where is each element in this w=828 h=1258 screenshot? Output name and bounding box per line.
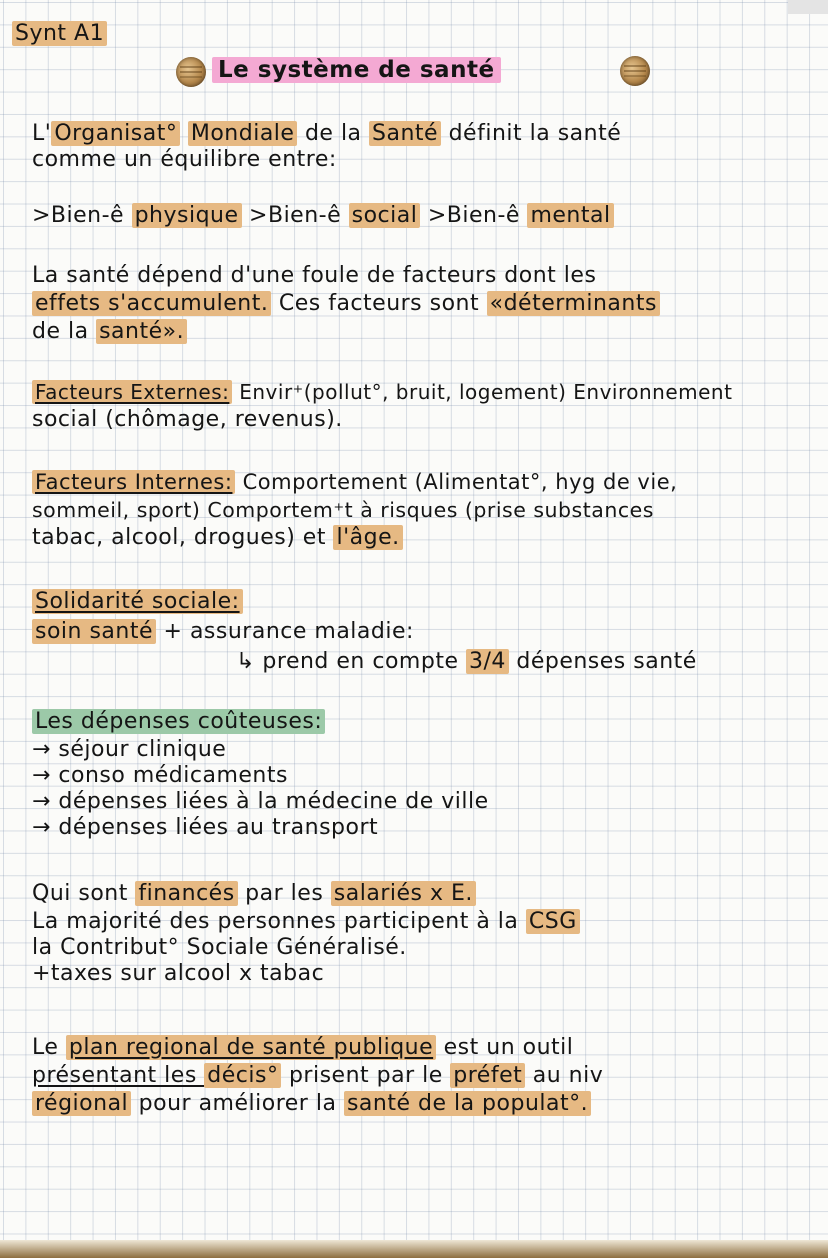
highlight-decisions: décis° bbox=[204, 1063, 281, 1088]
highlight-finances: financés bbox=[135, 881, 237, 906]
text-segment: La santé dépend d'une foule de facteurs dont les bbox=[32, 263, 597, 288]
highlight-plan-regional: plan regional de santé publique bbox=[66, 1035, 436, 1060]
list-item: → dépenses liées à la médecine de ville bbox=[32, 789, 489, 814]
paper-corner bbox=[788, 0, 828, 14]
list-item: → dépenses liées au transport bbox=[32, 815, 379, 840]
highlight-sante-2: santé». bbox=[96, 319, 187, 344]
costly-item bbox=[32, 816, 378, 840]
text-segment: de la bbox=[32, 319, 97, 344]
text-segment: définit la santé bbox=[441, 121, 622, 146]
determinants-line-3 bbox=[32, 320, 187, 344]
highlight-social: social bbox=[349, 203, 421, 228]
determinants-line-1 bbox=[32, 264, 596, 288]
highlight-mental: mental bbox=[527, 203, 613, 228]
text-segment: sommeil, sport) Comportem⁺t à risques (prise substances bbox=[32, 498, 654, 522]
text-segment: >Bien-ê bbox=[420, 203, 528, 228]
financing-line-1 bbox=[32, 882, 476, 906]
heading-facteurs-externes: Facteurs Externes: bbox=[32, 380, 232, 404]
financing-line-4 bbox=[32, 962, 324, 986]
highlight-salaries: salariés x E. bbox=[331, 881, 476, 906]
highlight-soin-sante: soin santé bbox=[32, 619, 156, 644]
text-segment: dépenses santé bbox=[508, 649, 697, 674]
heading-solidarite: Solidarité sociale: bbox=[32, 589, 243, 614]
binder-hole-right bbox=[620, 56, 650, 86]
solidarity-line-3 bbox=[236, 650, 697, 674]
list-item: → conso médicaments bbox=[32, 763, 288, 788]
text-segment: de la bbox=[297, 121, 370, 146]
external-factors-line-2 bbox=[32, 408, 343, 432]
heading-depenses: Les dépenses coûteuses: bbox=[32, 709, 325, 734]
financing-line-2 bbox=[32, 910, 580, 934]
text-segment: la Contribut° Sociale Généralisé. bbox=[32, 935, 407, 960]
text-segment: + assurance maladie: bbox=[156, 619, 414, 644]
text-segment: est un outil bbox=[436, 1035, 574, 1060]
definition-line-1 bbox=[32, 122, 621, 146]
internal-factors-line-2 bbox=[32, 498, 654, 522]
text-segment: prisent par le bbox=[281, 1063, 451, 1088]
heading-facteurs-internes: Facteurs Internes: bbox=[32, 470, 235, 494]
text-segment: pour améliorer la bbox=[131, 1091, 344, 1116]
text-segment: présentant les bbox=[32, 1063, 205, 1088]
binder-hole-left bbox=[176, 57, 206, 87]
text-segment: comme un équilibre entre: bbox=[32, 147, 337, 172]
page-title-text: Le système de santé bbox=[212, 57, 501, 83]
wellbeing-line bbox=[32, 204, 614, 228]
text-segment: Le bbox=[32, 1035, 66, 1060]
highlight-regional: régional bbox=[32, 1091, 131, 1116]
costly-item bbox=[32, 764, 288, 788]
text-segment: social (chômage, revenus). bbox=[32, 407, 343, 432]
plan-line-2 bbox=[32, 1064, 603, 1088]
plan-line-1 bbox=[32, 1036, 573, 1060]
solidarity-heading bbox=[32, 590, 243, 614]
tag-text: Synt A1 bbox=[12, 21, 107, 46]
text-segment: Comportement (Alimentat°, hyg de vie, bbox=[235, 470, 678, 494]
solidarity-line-2 bbox=[32, 620, 414, 644]
text-segment: >Bien-ê bbox=[241, 203, 349, 228]
internal-factors-line-3 bbox=[32, 526, 403, 550]
highlight-sante: Santé bbox=[369, 121, 441, 146]
text-segment: +taxes sur alcool x tabac bbox=[32, 961, 325, 986]
text-segment: au niv bbox=[525, 1063, 604, 1088]
highlight-sante-population: santé de la populat°. bbox=[344, 1091, 591, 1116]
list-item: → séjour clinique bbox=[32, 737, 227, 762]
highlight-physique: physique bbox=[132, 203, 242, 228]
highlight-three-quarters: 3/4 bbox=[466, 649, 509, 674]
text-segment: Ces facteurs sont bbox=[271, 291, 487, 316]
highlight-prefet: préfet bbox=[450, 1063, 525, 1088]
highlight-determinants: «déterminants bbox=[487, 291, 660, 316]
highlight-effets: effets s'accumulent. bbox=[32, 291, 271, 316]
text-segment: par les bbox=[237, 881, 331, 906]
costly-item bbox=[32, 790, 489, 814]
text-segment: tabac, alcool, drogues) et bbox=[32, 525, 334, 550]
costly-item bbox=[32, 738, 226, 762]
paper-bottom-edge bbox=[0, 1240, 828, 1258]
costly-heading bbox=[32, 710, 325, 734]
text-segment: La majorité des personnes participent à la bbox=[32, 909, 526, 934]
internal-factors-line-1 bbox=[32, 470, 677, 494]
determinants-line-2 bbox=[32, 292, 660, 316]
financing-line-3 bbox=[32, 936, 407, 960]
highlight-age: l'âge. bbox=[333, 525, 402, 550]
text-segment: ↳ prend en compte bbox=[236, 649, 466, 674]
text-segment: Envir⁺(pollut°, bruit, logement) Environnement bbox=[232, 380, 733, 404]
external-factors-line-1 bbox=[32, 380, 732, 404]
text-segment: L' bbox=[32, 121, 52, 146]
plan-line-3 bbox=[32, 1092, 591, 1116]
highlight-organisation: Organisat° bbox=[51, 121, 180, 146]
text-segment: >Bien-ê bbox=[32, 203, 132, 228]
text-segment: Qui sont bbox=[32, 881, 136, 906]
tag-label bbox=[12, 22, 107, 46]
definition-line-2 bbox=[32, 148, 337, 172]
text-segment bbox=[180, 121, 188, 146]
highlight-csg: CSG bbox=[526, 909, 580, 934]
highlight-mondiale: Mondiale bbox=[188, 121, 298, 146]
page-title bbox=[212, 58, 501, 82]
